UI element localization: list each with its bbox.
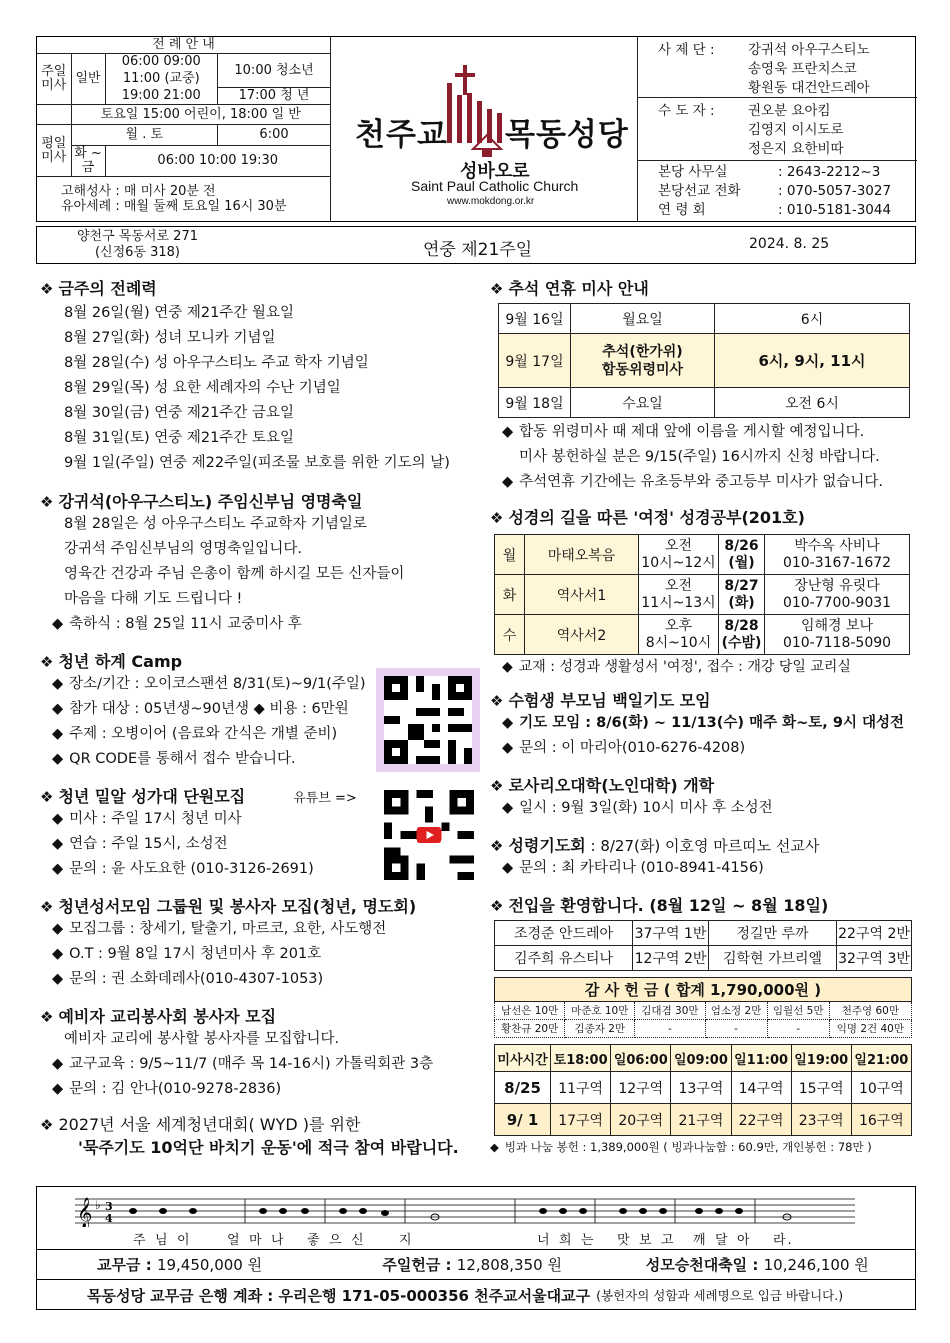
table-cell: 오전 11시~13시: [639, 575, 719, 615]
diamond-icon: ❖: [490, 692, 504, 710]
mass-schedule-table: [37, 37, 331, 221]
table-header: 토18:00: [551, 1045, 611, 1072]
table-cell: 17구역: [551, 1104, 611, 1136]
lyric: 신: [351, 1233, 366, 1248]
table-header: 일09:00: [671, 1045, 731, 1072]
table-cell: 8/27 (화): [719, 575, 765, 615]
table-header: 일06:00: [611, 1045, 671, 1072]
section-title-spirit: ❖ 성령기도회 : 8/27(화) 이호영 마르띠노 선교사: [490, 836, 820, 855]
exam-list: [490, 711, 914, 761]
priest-3: 황원동 대건안드레아: [748, 80, 870, 96]
assumption-collection: 성모승천대축일 : 10,246,100 원: [645, 1256, 869, 1274]
text-line: 영육간 건강과 주님 은총이 함께 하시길 모든 신자들이: [64, 566, 405, 582]
diamond-icon: ❖: [490, 280, 504, 298]
mon-sat: 월 . 토: [71, 125, 218, 146]
bullet-icon: ◆: [502, 800, 514, 816]
religious-1: 권오분 요아킴: [748, 103, 831, 119]
spirit-detail: : 8/27(화) 이호영 마르띠노 선교사: [585, 837, 820, 855]
table-cell: 22구역 2반: [837, 921, 912, 946]
section-title-calendar: ❖ 금주의 전례력: [40, 279, 157, 298]
lyric: 맛: [617, 1233, 632, 1248]
list-item: 주제 : 오병이어 (음료와 간식은 개별 준비): [69, 726, 338, 742]
lyric: 지: [399, 1233, 414, 1248]
table-cell: 역사서1: [525, 575, 639, 615]
table-cell: 김대겸 30만: [635, 1002, 705, 1020]
rosary-info: ◆ 일시 : 9월 3일(화) 10시 미사 후 소성전: [502, 800, 773, 816]
bullet-icon: ◆: [502, 715, 514, 731]
table-cell: 9월 16일: [499, 304, 571, 334]
table-cell: 15구역: [791, 1072, 851, 1104]
bank-account-text: 목동성당 교무금 은행 계좌 : 우리은행 171-05-000356 천주교서울대교구: [87, 1286, 591, 1305]
office-label: 본당 사무실: [658, 164, 728, 180]
lyric: 달: [715, 1233, 730, 1248]
table-cell: 22구역: [731, 1104, 791, 1136]
music-staff: [75, 1195, 855, 1227]
diamond-icon: ❖: [40, 493, 54, 511]
diamond-icon: ❖: [40, 788, 54, 806]
bullet-icon: ◆: [502, 474, 514, 490]
section-title-choir: ❖ 청년 밀알 성가대 단원모집 유튜브 =>: [40, 787, 357, 806]
list-item: 교구교육 : 9/5~11/7 (매주 목 14-16시) 가톨릭회관 3층: [69, 1056, 434, 1072]
list-item: 8월 31일(토) 연중 제21주간 토요일: [64, 430, 294, 446]
saturday-mass: 토요일 15:00 어린이, 18:00 일 반: [71, 105, 331, 125]
table-cell: 마준호 10만: [565, 1002, 635, 1020]
young-adult-mass: 17:00 청 년: [218, 88, 331, 105]
bullet-icon: ◆: [502, 740, 514, 756]
table-cell: 32구역 3반: [837, 946, 912, 971]
spirit-contact: ◆ 문의 : 최 카타리나 (010-8941-4156): [502, 860, 764, 876]
table-cell: 김주희 유스티나: [495, 946, 633, 971]
diamond-icon: ❖: [490, 897, 504, 915]
church-name-left: 천주교: [355, 117, 448, 153]
thanks-offering-table: [494, 977, 912, 1038]
list-item: 모집그룹 : 창세기, 탈출기, 마르코, 요한, 사도행전: [69, 921, 387, 937]
list-item: 기도 모임 : 8/6(화) ~ 11/13(수) 매주 화~토, 9시 대성전: [519, 715, 905, 731]
lyric: 고: [661, 1233, 676, 1248]
catechist-list: [40, 1052, 480, 1102]
bullet-icon: ◆: [52, 946, 64, 962]
lyric: 으: [329, 1233, 344, 1248]
section-title-study: ❖ 성경의 길을 따른 '여정' 성경공부(201호): [490, 508, 805, 527]
list-item: 추석연휴 기간에는 유초등부와 중고등부 미사가 없습니다.: [519, 474, 883, 490]
section-title-camp: ❖ 청년 하계 Camp: [40, 652, 183, 671]
youtube-label: 유튜브 =>: [293, 791, 357, 806]
lyric: 너: [537, 1233, 552, 1248]
bank-account: [37, 1280, 915, 1310]
sunday-times-main: 11:00 (교중): [105, 71, 218, 88]
diamond-icon: ❖: [40, 898, 54, 916]
lyric: 이: [177, 1233, 192, 1248]
table-header: 일21:00: [851, 1045, 911, 1072]
calendar-list: [40, 301, 480, 476]
table-cell: 6시: [715, 304, 910, 334]
table-cell: 엄소정 2만: [705, 1002, 767, 1020]
table-cell: 8/28 (수밤): [719, 615, 765, 655]
lyric: 라.: [773, 1233, 794, 1248]
lyric: 님: [155, 1233, 170, 1248]
welcome-table: [494, 920, 912, 971]
section-title-bible-group: ❖ 청년성서모임 그룹원 및 봉사자 모집(청년, 명도회): [40, 897, 417, 916]
table-cell: 13구역: [671, 1072, 731, 1104]
bullet-icon: ◆: [52, 921, 64, 937]
bullet-icon: ◆: [52, 836, 64, 852]
svg-text:♭: ♭: [95, 1198, 101, 1212]
table-cell: 8/26 (월): [719, 535, 765, 575]
list-item: 합동 위령미사 때 제대 앞에 이름을 게시할 예정입니다.: [519, 424, 865, 440]
cleaning-table: [494, 1044, 912, 1136]
bullet-icon: ◆: [52, 1081, 64, 1097]
sunday-label: 주일 미사: [37, 54, 71, 105]
table-cell: 6시, 9시, 11시: [715, 334, 910, 388]
lyric: 보: [639, 1233, 654, 1248]
bullet-icon: ◆: [52, 971, 64, 987]
table-cell: 16구역: [851, 1104, 911, 1136]
legion-label: 연 령 회: [658, 202, 706, 218]
table-header: 일11:00: [731, 1045, 791, 1072]
chuseok-notes: [490, 420, 914, 495]
priests-label: 사 제 단 :: [658, 42, 715, 58]
religious-3: 정은지 요한비따: [748, 141, 844, 157]
bullet-icon: ◆: [502, 424, 514, 440]
address-line-2: (신정6동 318): [94, 245, 181, 260]
sunday-collection: 주일헌금 : 12,808,350 원: [382, 1256, 562, 1274]
bullet-icon: ◆: [52, 861, 64, 877]
list-item: 문의 : 윤 사도요한 (010-3126-2691): [69, 861, 314, 877]
table-cell: 임월선 5만: [767, 1002, 829, 1020]
list-item: 문의 : 김 안나(010-9278-2836): [69, 1081, 282, 1097]
section-title-catechist: ❖ 예비자 교리봉사회 봉사자 모집: [40, 1007, 277, 1026]
section-title-exam: ❖ 수험생 부모님 백일기도 모임: [490, 691, 711, 710]
text-line: 8월 28일은 성 아우구스티노 주교학자 기념일로: [64, 516, 367, 532]
list-item: 8월 26일(월) 연중 제21주간 월요일: [64, 305, 294, 321]
catechist-intro: 예비자 교리에 봉사할 봉사자를 모집합니다.: [64, 1031, 340, 1047]
list-item: 8월 29일(목) 성 요한 세례자의 수난 기념일: [64, 380, 341, 396]
tue-fri-time: 06:00 10:00 19:30: [105, 146, 331, 177]
diamond-icon: ❖: [40, 653, 54, 671]
baptism-info: 유아세례 : 매월 둘째 토요일 16시 30분: [61, 199, 287, 214]
right-column: [490, 276, 914, 1155]
hymn-lyrics: [133, 1229, 873, 1248]
bullet-icon: ◆: [502, 659, 513, 675]
table-cell: 월: [495, 535, 525, 575]
parish-dues: 교무금 : 19,450,000 원: [97, 1256, 263, 1274]
table-cell: 역사서2: [525, 615, 639, 655]
confession-info: 고해성사 : 매 미사 20분 전: [61, 184, 216, 199]
church-logo: [355, 65, 635, 215]
table-cell: 추석(한가위) 합동위령미사: [571, 334, 715, 388]
lyric: 아: [737, 1233, 752, 1248]
table-cell: 화: [495, 575, 525, 615]
table-header: 일19:00: [791, 1045, 851, 1072]
svg-text:4: 4: [105, 1212, 113, 1225]
office-phone: : 2643-2212~3: [778, 164, 881, 180]
table-cell: 장난형 유릿다 010-7700-9031: [765, 575, 910, 615]
qr-code-icon: [384, 676, 472, 764]
youth-mass: 10:00 청소년: [218, 54, 331, 88]
table-cell: 천주영 60만: [829, 1002, 911, 1020]
table-cell: 12구역: [611, 1072, 671, 1104]
list-item: 미사 봉헌하실 분은 9/15(주일) 16시까지 신청 바랍니다.: [519, 449, 880, 465]
qr-code-icon: [384, 790, 474, 880]
liturgical-week: 연중 제21주일: [423, 240, 533, 260]
legion-phone: : 010-5181-3044: [778, 202, 892, 218]
table-cell: 김종자 2만: [565, 1020, 635, 1038]
table-cell: 14구역: [731, 1072, 791, 1104]
list-item: 연습 : 주일 15시, 소성전: [69, 836, 228, 852]
church-name-right: 목동성당: [505, 117, 629, 153]
diamond-icon: ❖: [40, 280, 54, 298]
table-cell: 11구역: [551, 1072, 611, 1104]
table-cell: 수요일: [571, 388, 715, 418]
diamond-icon: ❖: [490, 837, 504, 855]
svg-text:𝄞: 𝄞: [77, 1198, 93, 1227]
list-item: 9월 1일(주일) 연중 제22주일(피조물 보호를 위한 기도의 날): [64, 455, 450, 471]
table-cell: 23구역: [791, 1104, 851, 1136]
liturgy-title: 전 례 안 내: [37, 37, 331, 54]
bullet-icon: ◆: [52, 1056, 64, 1072]
section-title-chuseok: ❖ 추석 연휴 미사 안내: [490, 279, 649, 298]
diamond-icon: ❖: [40, 1116, 54, 1134]
sunday-times-evening: 19:00 21:00: [105, 88, 218, 105]
study-note: ◆ 교재 : 성경과 생활성서 '여정', 접수 : 개강 당일 교리실: [502, 659, 851, 675]
general-label: 일반: [71, 54, 105, 105]
list-item: 8월 27일(화) 성녀 모니카 기념일: [64, 330, 276, 346]
bullet-icon: ◆: [52, 726, 64, 742]
priest-1: 강귀석 아우구스티노: [748, 42, 870, 58]
sunday-times: 06:00 09:00: [105, 54, 218, 71]
list-item: 8월 30일(금) 연중 제21주간 금요일: [64, 405, 294, 421]
bullet-icon: ◆: [52, 811, 64, 827]
bullet-icon: ◆: [52, 751, 64, 767]
ice-sharing-note: ◆ 빙과 나눔 봉헌 : 1,389,000원 ( 빙과나눔함 : 60.9만, 개인봉헌 : 78만 ): [490, 1140, 872, 1154]
thanks-title: 감 사 헌 금 ( 합계 1,790,000원 ): [495, 978, 912, 1002]
lyric: 얼: [227, 1233, 242, 1248]
table-cell: 임해경 보나 010-7118-5090: [765, 615, 910, 655]
english-name: Saint Paul Catholic Church: [411, 178, 579, 194]
lyric: 깨: [693, 1233, 708, 1248]
table-cell: 8/25: [495, 1072, 551, 1104]
table-cell: 월요일: [571, 304, 715, 334]
website-url: www.mokdong.or.kr: [447, 196, 535, 207]
lyric: 희: [559, 1233, 574, 1248]
section-title-rosary: ❖ 로사리오대학(노인대학) 개학: [490, 776, 715, 795]
religious-2: 김영지 이시도로: [748, 122, 844, 138]
weekday-label: 평일 미사: [37, 125, 71, 177]
diamond-icon: ❖: [490, 777, 504, 795]
info-bar: [36, 226, 916, 264]
youtube-qr-code[interactable]: [384, 790, 474, 880]
bullet-icon: ◆: [52, 701, 64, 717]
diamond-icon: ❖: [490, 509, 504, 527]
table-cell: 오전 6시: [715, 388, 910, 418]
text-line: 마음을 다해 기도 드립니다 !: [64, 591, 243, 607]
chuseok-table: [498, 303, 910, 418]
lyric: 나: [271, 1233, 286, 1248]
table-cell: 오전 10시~12시: [639, 535, 719, 575]
list-item: QR CODE를 통해서 접수 받습니다.: [69, 751, 296, 767]
bullet-icon: ◆: [502, 860, 514, 876]
table-cell: 37구역 1반: [633, 921, 709, 946]
feast-text: [40, 512, 480, 612]
religious-label: 수 도 자 :: [658, 103, 715, 119]
hymn-score: [36, 1186, 916, 1250]
list-item: 참가 대상 : 05년생~90년생 ◆ 비용 : 6만원: [69, 701, 349, 717]
table-cell: 오후 8시~10시: [639, 615, 719, 655]
bible-list: [40, 917, 480, 992]
footer-summary: [36, 1250, 916, 1310]
section-title-feast: ❖ 강귀석(아우구스티노) 주임신부님 영명축일: [40, 492, 363, 511]
mission-phone: : 070-5057-3027: [778, 183, 892, 199]
section-title-welcome: ❖ 전입을 환영합니다. (8월 12일 ~ 8월 18일): [490, 896, 829, 915]
issue-date: 2024. 8. 25: [749, 236, 830, 252]
feast-bullet: ◆ 축하식 : 8월 25일 11시 교중미사 후: [52, 616, 302, 632]
table-cell: 김학현 가브리엘: [709, 946, 837, 971]
masthead: [36, 36, 916, 222]
lyric: 주: [133, 1233, 148, 1248]
list-item: 8월 28일(수) 성 아우구스티노 주교 학자 기념일: [64, 355, 369, 371]
table-cell: 9/ 1: [495, 1104, 551, 1136]
table-cell: -: [635, 1020, 705, 1038]
table-cell: 21구역: [671, 1104, 731, 1136]
table-cell: 정길만 루까: [709, 921, 837, 946]
camp-qr-code[interactable]: [376, 668, 480, 772]
table-cell: 9월 17일: [499, 334, 571, 388]
study-table: [494, 534, 910, 655]
list-item: 문의 : 권 소화데레사(010-4307-1053): [69, 971, 324, 987]
table-cell: 수: [495, 615, 525, 655]
list-item: O.T : 9월 8일 17시 청년미사 후 201호: [69, 946, 322, 962]
table-cell: 박수옥 사비나 010-3167-1672: [765, 535, 910, 575]
diamond-icon: ❖: [40, 1008, 54, 1026]
svg-text:3: 3: [105, 1200, 113, 1213]
table-cell: 20구역: [611, 1104, 671, 1136]
lyric: 는: [581, 1233, 596, 1248]
text-line: 강귀석 주임신부님의 영명축일입니다.: [64, 541, 302, 557]
patron-name: 성바오로: [460, 161, 530, 182]
section-title-wyd: ❖ 2027년 서울 세계청년대회( WYD )를 위한: [40, 1115, 361, 1134]
lyric: 좋: [307, 1233, 322, 1248]
list-item: 미사 : 주일 17시 청년 미사: [69, 811, 242, 827]
bullet-icon: ◆: [52, 676, 64, 692]
bullet-icon: ◆: [490, 1140, 499, 1154]
table-cell: 조경준 안드레아: [495, 921, 633, 946]
table-cell: 남선은 10만: [495, 1002, 565, 1020]
staff-info: [637, 37, 917, 221]
table-cell: 마태오복음: [525, 535, 639, 575]
list-item: 장소/기간 : 오이코스팬션 8/31(토)~9/1(주일): [69, 676, 366, 692]
table-cell: 익명 2건 40만: [829, 1020, 911, 1038]
address-line-1: 양천구 목동서로 271: [77, 229, 198, 244]
bank-note: (봉헌자의 성함과 세례명으로 입금 바랍니다.): [596, 1288, 844, 1303]
table-header: 미사시간: [495, 1045, 551, 1072]
tue-fri: 화 ~ 금: [71, 146, 105, 177]
table-cell: 12구역 2반: [633, 946, 709, 971]
lyric: 마: [249, 1233, 264, 1248]
table-cell: 9월 18일: [499, 388, 571, 418]
table-cell: -: [705, 1020, 767, 1038]
mission-label: 본당선교 전화: [658, 183, 741, 199]
table-cell: 황찬규 20만: [495, 1020, 565, 1038]
table-cell: -: [767, 1020, 829, 1038]
bullet-icon: ◆: [52, 616, 64, 632]
wyd-subtitle: '묵주기도 10억단 바치기 운동'에 적극 참여 바랍니다.: [78, 1138, 459, 1157]
table-cell: 10구역: [851, 1072, 911, 1104]
list-item: 문의 : 이 마리아(010-6276-4208): [519, 740, 746, 756]
priest-2: 송영욱 프란치스코: [748, 61, 857, 77]
mon-sat-time: 6:00: [218, 125, 331, 146]
